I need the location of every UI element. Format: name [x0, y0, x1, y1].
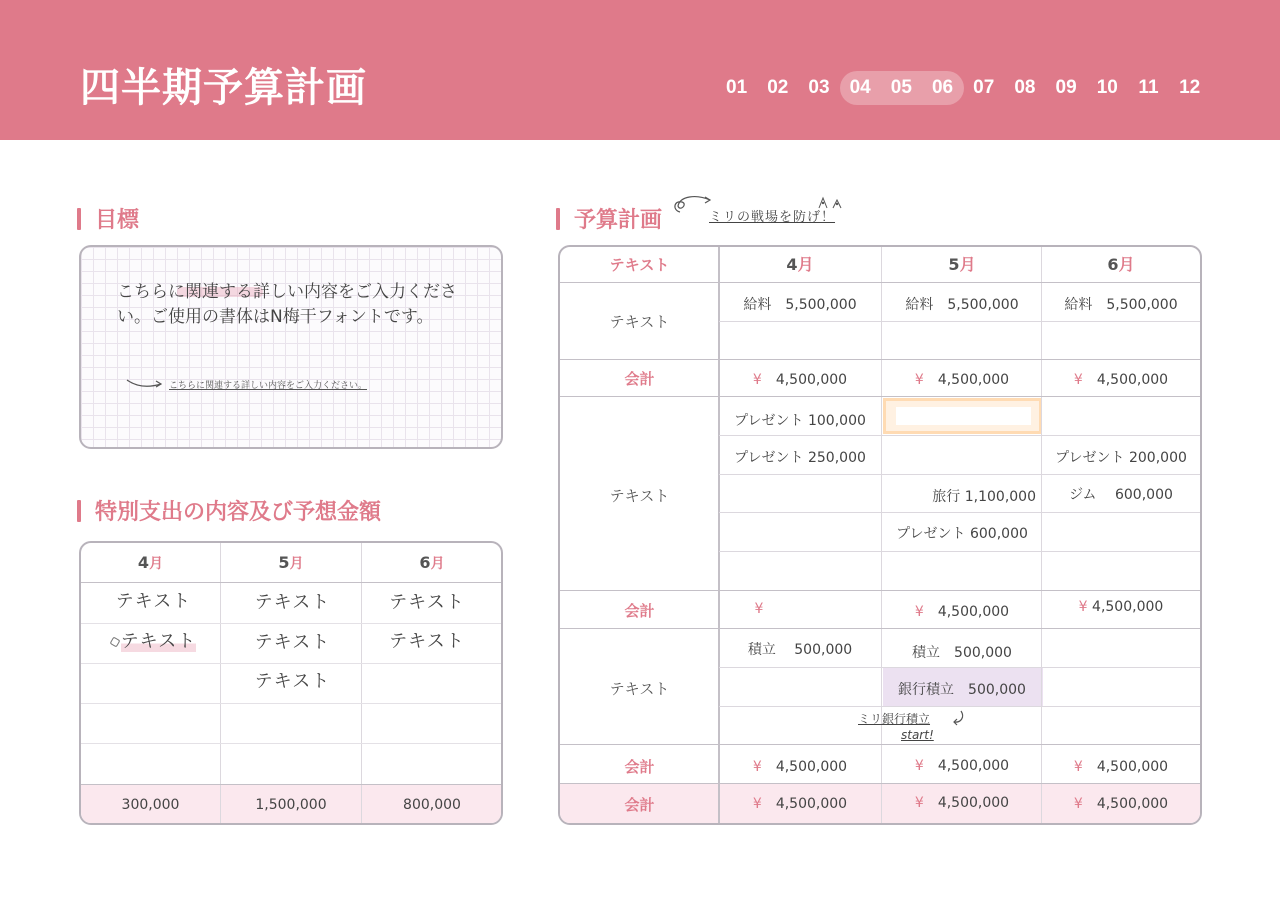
heading-accent-bar	[77, 208, 81, 230]
heading-accent-bar	[77, 500, 81, 522]
total-label: 会計	[624, 758, 655, 776]
row-divider	[560, 396, 1200, 397]
income-total-5: ¥ 4,500,000	[914, 372, 1010, 388]
row-divider	[719, 435, 1200, 436]
pin-doodle-icon	[109, 637, 120, 648]
savings-item[interactable]: 銀行積立 500,000	[898, 682, 1026, 698]
column-header-6: 6月	[1107, 255, 1135, 274]
total-label: 会計	[624, 602, 655, 620]
grand-total-4: ¥ 4,500,000	[752, 796, 848, 812]
expense-item[interactable]: 旅行 1,100,000	[932, 489, 1036, 505]
header-banner	[0, 0, 1280, 140]
total-label: 会計	[624, 370, 655, 388]
goal-heading	[77, 203, 139, 234]
month-tab-07[interactable]: 07	[973, 77, 995, 98]
row-divider	[719, 667, 1200, 668]
month-tab-09[interactable]: 09	[1055, 77, 1077, 98]
income-total-4: ¥ 4,500,000	[752, 372, 848, 388]
savings-start-note: start!	[901, 728, 934, 742]
expense-label: テキスト	[609, 487, 670, 505]
month-tab-11[interactable]: 11	[1138, 77, 1159, 98]
expense-item[interactable]: ジム 600,000	[1069, 487, 1173, 503]
goal-body[interactable]: こちらに関連する詳しい内容をご入力ください。ご使用の書体はN梅干フォントです。	[117, 282, 457, 327]
savings-total-6: ¥ 4,500,000	[1073, 759, 1169, 775]
column-divider	[718, 247, 720, 825]
special-cell[interactable]: テキスト	[115, 591, 192, 612]
savings-total-4: ¥ 4,500,000	[752, 759, 848, 775]
month-tab-02[interactable]: 02	[767, 77, 789, 98]
income-item[interactable]: 給料 5,500,000	[905, 297, 1019, 313]
month-tab-10[interactable]: 10	[1096, 77, 1118, 98]
budget-heading-text: 予算計画	[574, 208, 663, 233]
row-divider	[719, 512, 1200, 513]
curved-arrow-icon	[125, 376, 165, 390]
savings-item[interactable]: 積立 500,000	[912, 645, 1012, 661]
expense-item[interactable]: プレゼント 200,000	[1055, 450, 1187, 466]
expense-total-6: ¥ 4,500,000	[1078, 599, 1164, 615]
expense-item[interactable]: プレゼント 600,000	[896, 526, 1028, 542]
column-header-4: 4月	[786, 255, 814, 274]
special-total-6: 800,000	[403, 797, 461, 813]
month-tab-06[interactable]: 06	[931, 77, 954, 98]
special-expenses-table	[79, 541, 503, 825]
sparkle-doodle-icon	[815, 194, 849, 210]
grand-total-6: ¥ 4,500,000	[1073, 796, 1169, 812]
budget-heading	[556, 203, 662, 234]
row-divider	[81, 743, 501, 744]
income-label: テキスト	[609, 313, 670, 331]
income-item[interactable]: 給料 5,500,000	[743, 297, 857, 313]
orange-highlight-cell	[883, 398, 1042, 434]
row-divider	[719, 551, 1200, 552]
month-tab-04[interactable]: 04	[849, 77, 871, 98]
savings-total-5: ¥ 4,500,000	[914, 758, 1010, 774]
budget-doodle-note: ミリの戦場を防げ！	[709, 210, 836, 225]
row-divider	[560, 590, 1200, 591]
special-cell[interactable]: テキスト	[254, 592, 331, 613]
month-nav	[716, 71, 1210, 105]
expense-total-4: ¥	[754, 601, 764, 617]
special-heading	[77, 495, 381, 526]
budget-table	[558, 245, 1202, 825]
active-quarter-highlight	[840, 71, 964, 105]
expense-item[interactable]: プレゼント 250,000	[734, 450, 866, 466]
column-header-4: 4月	[137, 553, 164, 572]
column-header-5: 5月	[948, 255, 976, 274]
month-tab-12[interactable]: 12	[1179, 77, 1201, 98]
special-cell[interactable]: テキスト	[81, 623, 226, 661]
return-arrow-icon	[951, 709, 967, 727]
special-total-4: 300,000	[121, 797, 180, 813]
goal-note: こちらに関連する詳しい内容をご入力ください。	[169, 381, 368, 391]
column-header-6: 6月	[419, 553, 445, 572]
grand-total-5: ¥ 4,500,000	[914, 795, 1010, 811]
special-total-5: 1,500,000	[255, 797, 327, 813]
row-divider	[560, 783, 1200, 784]
heading-accent-bar	[556, 208, 560, 230]
expense-item[interactable]: プレゼント 100,000	[734, 413, 866, 429]
grand-total-label: 会計	[624, 796, 655, 814]
goal-box	[79, 245, 503, 449]
special-heading-text: 特別支出の内容及び予想金額	[95, 500, 382, 525]
income-total-6: ¥ 4,500,000	[1073, 372, 1169, 388]
month-tab-05[interactable]: 05	[890, 77, 912, 98]
special-cell[interactable]: テキスト	[389, 631, 465, 652]
special-cell[interactable]: テキスト	[254, 671, 331, 692]
special-cell[interactable]: テキスト	[389, 592, 465, 613]
month-tab-08[interactable]: 08	[1014, 77, 1036, 98]
corner-header: テキスト	[609, 256, 670, 274]
expense-total-5: ¥ 4,500,000	[914, 604, 1010, 620]
special-cell[interactable]: テキスト	[254, 632, 331, 653]
month-tab-01[interactable]: 01	[726, 77, 748, 98]
column-header-5: 5月	[278, 553, 304, 572]
income-item[interactable]: 給料 5,500,000	[1064, 297, 1178, 313]
savings-label: テキスト	[609, 680, 670, 698]
page-title: 四半期予算計画	[80, 65, 367, 111]
savings-item[interactable]: 積立 500,000	[747, 642, 853, 658]
row-divider	[81, 703, 501, 704]
savings-note: ミリ銀行積立	[858, 712, 931, 726]
row-divider	[560, 628, 1200, 629]
row-divider	[719, 706, 1200, 707]
row-divider	[560, 359, 1200, 360]
month-tab-03[interactable]: 03	[808, 77, 830, 98]
row-divider	[719, 321, 1200, 322]
goal-heading-text: 目標	[95, 208, 140, 233]
row-divider	[719, 474, 1200, 475]
row-divider	[560, 744, 1200, 745]
